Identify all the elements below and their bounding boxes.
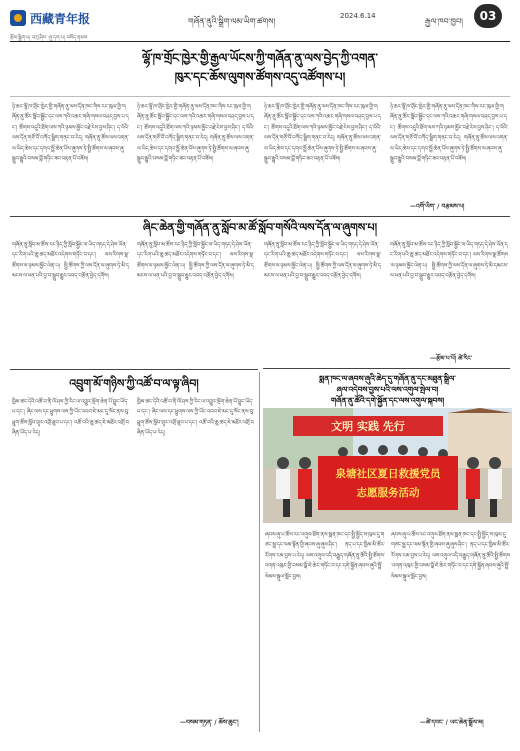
article3-column-1: ཁྱིམ་ཚང་དེའི་འཚོ་བ་ནི་ལོ་ཤས་ཀྱི་རིང་ལ་འགྱུར་ལྡོག་ཆེན་པོ་བྱུང་ཡོད་པ་དང་། ཞིང་ལས་དང་ཕྱུགས་ལས་ཀྱི་ཡོང་འབབ་ཇེ་མང་དུ་སོང་ནས་བུ་ཕྲུག་ཚོས་སློབ་གྲྭར་འགྲོ་ཐུབ་པ་དང་། འཚོ་བའི་ཆུ་ཚད་ཇེ་མཐོར་འགྲོ་བཞིན་ཡོད་པ་རེད། xyxy=(12,399,129,437)
header-rule xyxy=(10,41,510,42)
section-label: རྒྱལ་ཁབ་ཁྱབ། xyxy=(425,17,463,26)
article2-column-1: གཞོན་ནུ་སློབ་མ་ཚོས་རང་ཉིད་ཀྱི་སློབ་སྦྱོང་ལ་ཡིད་གཏད་དེ་ཤེས་ཡོན་དང་རིག་པའི་ཆུ་ཚད་མཐོར་འདེགས་གཏོང་བ་དང་། ལས་རིགས་སྣ་ཚོགས་ལ་ཉམས་མྱོང་ལེན་པ། སྤྱི་ཚོགས་ཀྱི་ལས་དོན་ལ་ཞུགས་ཏེ་མི་དམངས་ལ་ཕན་པའི་བྱ་བ་སྒྲུབ་རྒྱུར་འབད་བརྩོན་བྱེད་དགོས། xyxy=(12,242,129,280)
article1-column-2: ཉེ་ཆར་ལྷོ་ཁ་གྲོང་ཁྱེར་གྱི་གཞོན་ནུ་ལས་དོན་ཁང་གིས་རང་ཁུལ་གྱི་གཞོན་ནུ་ཚོར་སློབ་སྦྱོང་དང་ལས་ཀའི་འཆར་གཞི་གསལ་བཤད་བྱས་པ་དང་། ཚོགས་འདུའི་ཐོག་ལས་ཀའི་ཉམས་མྱོང་བརྗེ་རེས་བྱས་ཤིང་། ད་ལོའི་ལས་དོན་གཙོ་བོ་བཀོད་སྒྲིག་གནང་བ་རེད། གཞོན་ནུ་ཚོས་ལས་འགན་ལ་ཡིད་ཆེས་དང་དགའ་སྤྲོ་ཆེན་པོས་ཞུགས་ཏེ་སྤྱི་ཚོགས་ལ་ཞབས་ཞུ་སྒྲུབ་རྒྱུའི་བསམ་བློ་གཏིང་ཟབ་བརྟན་པོ་བཟོས། xyxy=(137,104,254,163)
article2-byline: —རྩོམ་པ་པོ། ཚེ་རིང་ xyxy=(430,355,473,362)
article4-column-2: ཞབས་ཞུ་པ་ཚོས་རང་འགུལ་ཐོག་ནས་སྨན་ཁང་དང་སྤྱི་སྤྱོད་ས་ཁུལ་དུ་གཙང་སྦྲ་དང་ལམ་སྟོན་གྱི་ཞབས་ཞུ་ཞུས་ཤིང་། ནད་པ་དང་ཁྱིམ་མི་ཚོར་རོགས་རམ་བྱས་པ་རེད། ལས་འགུལ་འདི་བརྒྱུད་གཞོན་ནུ་ཚོའི་སྤྱི་ཚོགས་འགན་འཁུར་གྱི་བསམ་བློ་ཇེ་ཆེར་གཏོང་བ་དང་དགེ་སྐྱོན་ཞབས་ཞུའི་སྤྲོ་སེམས་སྐུལ་སློང་བྱས། xyxy=(391,532,510,580)
article1-byline: —འགོ་ཡིག་ / བརྩམས་པ། xyxy=(410,203,465,210)
photo-banner-line2: 志愿服务活动 xyxy=(356,487,420,499)
article4-title-line3: གཞོན་ནུ་ཚོའི་དགེ་སྐྱོན་དང་ལས་འགུལ་སྐབས། xyxy=(330,396,445,405)
article1-title-line1: ལྷོ་ཁ་གྲོང་ཁྱེར་གྱི་རྒྱལ་ཡོངས་ཀྱི་གཞོན་ནུ་ལས་བྱེད་ཀྱི་འགན་ xyxy=(142,51,378,65)
article1-title-line2: ཁུར་དང་ཆོས་ལུགས་ཚོགས་འདུ་འཚོགས་པ། xyxy=(174,70,346,84)
column-divider xyxy=(259,372,260,732)
article2-left-bottom-rule xyxy=(10,369,258,370)
masthead-logo xyxy=(10,8,122,28)
article4-title-line2: ཞལ་འདེབས་བྱས་པའི་ལས་འགུལ་སྤེལ་བ། xyxy=(336,385,439,394)
article3-byline: —བསམ་གཏན་ / ཆོས་ཆུང་། xyxy=(180,719,239,726)
article2-column-3: གཞོན་ནུ་སློབ་མ་ཚོས་རང་ཉིད་ཀྱི་སློབ་སྦྱོང་ལ་ཡིད་གཏད་དེ་ཤེས་ཡོན་དང་རིག་པའི་ཆུ་ཚད་མཐོར་འདེགས་གཏོང་བ་དང་། ལས་རིགས་སྣ་ཚོགས་ལ་ཉམས་མྱོང་ལེན་པ། སྤྱི་ཚོགས་ཀྱི་ལས་དོན་ལ་ཞུགས་ཏེ་མི་དམངས་ལ་ཕན་པའི་བྱ་བ་སྒྲུབ་རྒྱུར་འབད་བརྩོན་བྱེད་དགོས། xyxy=(264,242,381,280)
page-number-badge: 03 xyxy=(474,4,502,28)
article3-title: འབྲུག་མོ་གཉིས་ཀྱི་འཚོ་བ་ལ་ལྟ་ཞིབ། xyxy=(69,377,199,390)
article1-column-1: ཉེ་ཆར་ལྷོ་ཁ་གྲོང་ཁྱེར་གྱི་གཞོན་ནུ་ལས་དོན་ཁང་གིས་རང་ཁུལ་གྱི་གཞོན་ནུ་ཚོར་སློབ་སྦྱོང་དང་ལས་ཀའི་འཆར་གཞི་གསལ་བཤད་བྱས་པ་དང་། ཚོགས་འདུའི་ཐོག་ལས་ཀའི་ཉམས་མྱོང་བརྗེ་རེས་བྱས་ཤིང་། ད་ལོའི་ལས་དོན་གཙོ་བོ་བཀོད་སྒྲིག་གནང་བ་རེད། གཞོན་ནུ་ཚོས་ལས་འགན་ལ་ཡིད་ཆེས་དང་དགའ་སྤྲོ་ཆེན་པོས་ཞུགས་ཏེ་སྤྱི་ཚོགས་ལ་ཞབས་ཞུ་སྒྲུབ་རྒྱུའི་བསམ་བློ་གཏིང་ཟབ་བརྟན་པོ་བཟོས། xyxy=(12,104,129,163)
volunteer-group-photo xyxy=(263,408,512,523)
article1-column-4: ཉེ་ཆར་ལྷོ་ཁ་གྲོང་ཁྱེར་གྱི་གཞོན་ནུ་ལས་དོན་ཁང་གིས་རང་ཁུལ་གྱི་གཞོན་ནུ་ཚོར་སློབ་སྦྱོང་དང་ལས་ཀའི་འཆར་གཞི་གསལ་བཤད་བྱས་པ་དང་། ཚོགས་འདུའི་ཐོག་ལས་ཀའི་ཉམས་མྱོང་བརྗེ་རེས་བྱས་ཤིང་། ད་ལོའི་ལས་དོན་གཙོ་བོ་བཀོད་སྒྲིག་གནང་བ་རེད། གཞོན་ནུ་ཚོས་ལས་འགན་ལ་ཡིད་ཆེས་དང་དགའ་སྤྲོ་ཆེན་པོས་ཞུགས་ཏེ་སྤྱི་ཚོགས་ལ་ཞབས་ཞུ་སྒྲུབ་རྒྱུའི་བསམ་བློ་གཏིང་ཟབ་བརྟན་པོ་བཟོས། xyxy=(390,104,508,163)
article1-column-3: ཉེ་ཆར་ལྷོ་ཁ་གྲོང་ཁྱེར་གྱི་གཞོན་ནུ་ལས་དོན་ཁང་གིས་རང་ཁུལ་གྱི་གཞོན་ནུ་ཚོར་སློབ་སྦྱོང་དང་ལས་ཀའི་འཆར་གཞི་གསལ་བཤད་བྱས་པ་དང་། ཚོགས་འདུའི་ཐོག་ལས་ཀའི་ཉམས་མྱོང་བརྗེ་རེས་བྱས་ཤིང་། ད་ལོའི་ལས་དོན་གཙོ་བོ་བཀོད་སྒྲིག་གནང་བ་རེད། གཞོན་ནུ་ཚོས་ལས་འགན་ལ་ཡིད་ཆེས་དང་དགའ་སྤྲོ་ཆེན་པོས་ཞུགས་ཏེ་སྤྱི་ཚོགས་ལ་ཞབས་ཞུ་སྒྲུབ་རྒྱུའི་བསམ་བློ་གཏིང་ཟབ་བརྟན་པོ་བཟོས། xyxy=(264,104,381,163)
editor-info: རྩོམ་སྒྲིག་པ། བཀྲ་ཤིས་ ཞུ་དག་པ། བསོད་ནམས་ xyxy=(10,35,89,41)
article2-title: ཞིང་ཆེན་གྱི་གཞོན་ནུ་སློབ་མ་ཚོ་སློབ་གསོའི་ལས་དོན་ལ་ཞུགས་པ། xyxy=(142,221,378,234)
article2-column-4: གཞོན་ནུ་སློབ་མ་ཚོས་རང་ཉིད་ཀྱི་སློབ་སྦྱོང་ལ་ཡིད་གཏད་དེ་ཤེས་ཡོན་དང་རིག་པའི་ཆུ་ཚད་མཐོར་འདེགས་གཏོང་བ་དང་། ལས་རིགས་སྣ་ཚོགས་ལ་ཉམས་མྱོང་ལེན་པ། སྤྱི་ཚོགས་ཀྱི་ལས་དོན་ལ་ཞུགས་ཏེ་མི་དམངས་ལ་ཕན་པའི་བྱ་བ་སྒྲུབ་རྒྱུར་འབད་བརྩོན་བྱེད་དགོས། xyxy=(390,242,508,280)
article3-column-2: ཁྱིམ་ཚང་དེའི་འཚོ་བ་ནི་ལོ་ཤས་ཀྱི་རིང་ལ་འགྱུར་ལྡོག་ཆེན་པོ་བྱུང་ཡོད་པ་དང་། ཞིང་ལས་དང་ཕྱུགས་ལས་ཀྱི་ཡོང་འབབ་ཇེ་མང་དུ་སོང་ནས་བུ་ཕྲུག་ཚོས་སློབ་གྲྭར་འགྲོ་ཐུབ་པ་དང་། འཚོ་བའི་ཆུ་ཚད་ཇེ་མཐོར་འགྲོ་བཞིན་ཡོད་པ་རེད། xyxy=(137,399,254,437)
masthead-title: 西藏青年报 xyxy=(30,11,91,26)
article1-bottom-rule xyxy=(10,216,510,217)
article2-column-2: གཞོན་ནུ་སློབ་མ་ཚོས་རང་ཉིད་ཀྱི་སློབ་སྦྱོང་ལ་ཡིད་གཏད་དེ་ཤེས་ཡོན་དང་རིག་པའི་ཆུ་ཚད་མཐོར་འདེགས་གཏོང་བ་དང་། ལས་རིགས་སྣ་ཚོགས་ལ་ཉམས་མྱོང་ལེན་པ། སྤྱི་ཚོགས་ཀྱི་ལས་དོན་ལ་ཞུགས་ཏེ་མི་དམངས་ལ་ཕན་པའི་བྱ་བ་སྒྲུབ་རྒྱུར་འབད་བརྩོན་བྱེད་དགོས། xyxy=(137,242,254,280)
article4-byline: —ཚེ་དབང་ / ཡང་ཆེན་སྒྲོལ་མ། xyxy=(420,719,484,726)
header-center-text: གཞོན་ནུའི་སྒྲིག་ལམ་ཡིག་ཚགས། xyxy=(188,17,276,26)
photo-banner-line1: 泉塘社区夏日救援党员 xyxy=(335,468,441,480)
article1-top-rule xyxy=(10,96,510,97)
photo-top-banner-text: 文明 实践 先行 xyxy=(331,420,405,433)
article4-column-1: ཞབས་ཞུ་པ་ཚོས་རང་འགུལ་ཐོག་ནས་སྨན་ཁང་དང་སྤྱི་སྤྱོད་ས་ཁུལ་དུ་གཙང་སྦྲ་དང་ལམ་སྟོན་གྱི་ཞབས་ཞུ་ཞུས་ཤིང་། ནད་པ་དང་ཁྱིམ་མི་ཚོར་རོགས་རམ་བྱས་པ་རེད། ལས་འགུལ་འདི་བརྒྱུད་གཞོན་ནུ་ཚོའི་སྤྱི་ཚོགས་འགན་འཁུར་གྱི་བསམ་བློ་ཇེ་ཆེར་གཏོང་བ་དང་དགེ་སྐྱོན་ཞབས་ཞུའི་སྤྲོ་སེམས་སྐུལ་སློང་བྱས། xyxy=(265,532,385,580)
article2-right-bottom-rule xyxy=(263,368,510,369)
newspaper-logo-icon xyxy=(10,10,26,26)
article4-title-line1: སྨན་ཁང་ལ་ཞབས་ཞུའི་ཆེད་དུ་གཞོན་ནུ་དང་མཐུན་སྒྲིལ་ xyxy=(319,374,456,383)
issue-date: 2024.6.14 xyxy=(340,12,376,20)
